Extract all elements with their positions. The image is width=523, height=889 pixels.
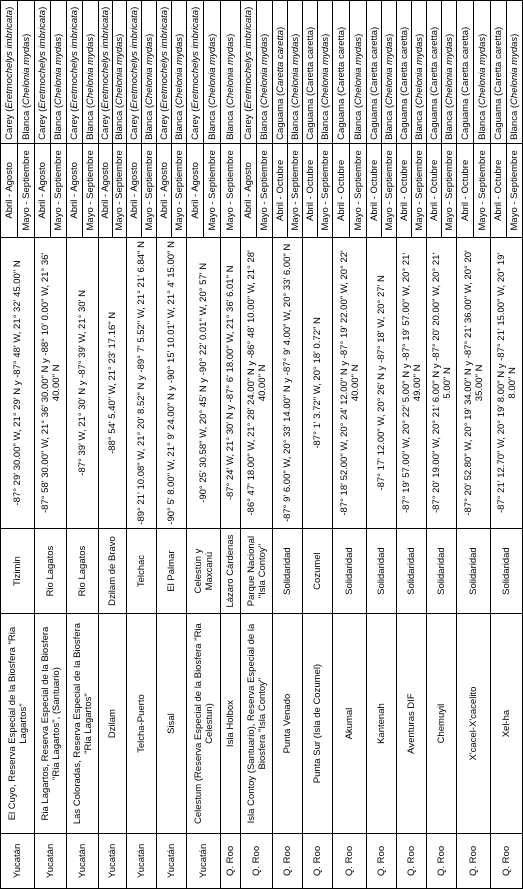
species-cell <box>67 1 83 144</box>
coordinates-cell: -86° 47' 18.00" W, 21° 28' 24.00" N y -86° 48' 10.00" W, 21° 28' 40.00" N <box>241 237 273 528</box>
table-row <box>397 1 412 889</box>
table-row <box>333 1 350 889</box>
municipality-cell: Solidaridad <box>397 528 427 613</box>
species-cell <box>142 1 157 144</box>
species-cell <box>367 1 382 144</box>
municipality-cell: Celestún y Maxcanú <box>187 528 221 613</box>
species-closing-paren: ) <box>158 6 170 10</box>
species-closing-paren: ) <box>37 6 48 10</box>
municipality-cell: Solidaridad <box>367 528 397 613</box>
species-cell <box>51 1 67 144</box>
species-closing-paren: ) <box>173 33 185 37</box>
species-closing-paren: ) <box>206 33 218 37</box>
species-closing-paren: ) <box>319 33 331 37</box>
species-scientific-name: Chelonia mydas <box>225 36 236 105</box>
species-scientific-name: Caretta caretta <box>274 29 286 93</box>
species-scientific-name: Chelonia mydas <box>259 36 270 105</box>
season-cell: Abril - Agosto <box>241 143 257 237</box>
coordinates-cell: -87° 20' 52.80" W, 20° 19' 34.00" N y -87° 21' 36.00" W, 20° 20' 35.00" N <box>457 237 491 528</box>
species-closing-paren: ) <box>443 33 455 37</box>
municipality-cell: Parque Nacional "Isla Contoy" <box>241 528 273 613</box>
species-cell <box>318 1 333 144</box>
coordinates-cell: -89° 21' 10.08" W, 21° 20' 8.52" N y -89° 7' 5.52" W, 21° 21' 6.84" N <box>127 237 157 528</box>
state-cell: Q. Roo <box>491 833 523 888</box>
table-row <box>99 1 113 889</box>
state-cell: Q. Roo <box>333 833 367 888</box>
species-scientific-name: Chelonia mydas <box>476 36 488 105</box>
municipality-cell: Rio Lagatos <box>67 528 99 613</box>
species-common-name: Caguama ( <box>274 92 286 140</box>
species-cell <box>83 1 99 144</box>
coordinates-cell: -87° 18' 52.00" W, 20° 24' 12.00" N y -87° 19' 22.00" W, 20° 22' 40.00" N <box>333 237 367 528</box>
season-cell: Mayo - Septiembre <box>257 143 273 237</box>
municipality-cell: Solidaridad <box>273 528 303 613</box>
species-common-name: Blanca ( <box>225 104 236 140</box>
municipality-cell: Solidaridad <box>457 528 491 613</box>
species-common-name: Caguama (Caretta caretta) <box>398 26 410 140</box>
coordinates-cell: -87° 39' W, 21° 30' N y -87° 39' W, 21° 30' N <box>67 237 99 528</box>
season-cell: Mayo - Septiembre <box>318 143 333 237</box>
season-cell: Mayo - Septiembre <box>382 143 397 237</box>
species-cell <box>187 1 204 144</box>
state-cell: Q. Roo <box>221 833 241 888</box>
table-row <box>221 1 241 889</box>
season-cell: Abril - Octubre <box>303 143 318 237</box>
municipality-cell: Solidaridad <box>333 528 367 613</box>
species-closing-paren: ) <box>114 33 125 37</box>
species-scientific-name: Chelonia mydas <box>173 36 185 105</box>
species-common-name: Caguama (Caretta caretta) <box>459 26 471 140</box>
species-scientific-name: Eretmochelys imbricata <box>243 9 254 109</box>
coordinates-cell: -87° 19' 57.00" W, 20° 22' 5.00" N y -87° 19' 57.00" W, 20° 21' 49.00" N <box>397 237 427 528</box>
coordinates-cell: -90° 5' 8.00" W, 21° 9' 24.00" N y -90° 15' 10.01" W, 21° 4' 15.00" N <box>157 237 187 528</box>
state-cell: Yucatán <box>67 833 99 888</box>
species-closing-paren: ) <box>53 33 64 37</box>
coordinates-cell: -87° 21' 12.70" W, 20° 19' 8.00" N y -87° 21' 15.00" W, 20° 19' 8.00" N <box>491 237 523 528</box>
coordinates-cell: -87° 29' 30.00" W, 21° 29' N y -87° 48' W, 21° 32' 45.00" N <box>1 237 35 528</box>
state-cell: Q. Roo <box>427 833 457 888</box>
state-cell: Q. Roo <box>367 833 397 888</box>
species-closing-paren: ) <box>100 6 111 10</box>
species-common-name: Carey ( <box>243 108 254 140</box>
site-cell: Kantenah <box>367 614 397 834</box>
species-common-name: Carey ( <box>189 108 201 140</box>
season-cell: Mayo - Septiembre <box>83 143 99 237</box>
table-row <box>491 1 507 889</box>
species-cell <box>427 1 442 144</box>
species-closing-paren: ) <box>85 33 96 37</box>
species-closing-paren: ) <box>476 33 488 37</box>
season-cell: Abril - Agosto <box>35 143 51 237</box>
season-cell: Mayo - Septiembre <box>142 143 157 237</box>
state-cell: Q. Roo <box>273 833 303 888</box>
species-closing-paren: ) <box>509 33 520 37</box>
coordinates-cell: -90° 25' 30.58" W, 20° 45' N y -90° 22' 0.01" W, 20° 57' N <box>187 237 221 528</box>
species-closing-paren: ) <box>3 6 15 10</box>
species-common-name: Blanca ( <box>53 104 64 140</box>
site-cell: Dzilam <box>99 614 127 834</box>
season-cell: Mayo - Septiembre <box>51 143 67 237</box>
season-cell: Abril - Octubre <box>457 143 474 237</box>
species-scientific-name: Chelonia mydas <box>53 36 64 105</box>
season-cell: Abril - Octubre <box>397 143 412 237</box>
species-cell <box>288 1 303 144</box>
species-scientific-name: Chelonia mydas <box>143 36 155 105</box>
season-cell: Abril - Agosto <box>99 143 113 237</box>
table-row <box>241 1 257 889</box>
species-cell <box>113 1 127 144</box>
season-cell: Mayo - Septiembre <box>474 143 491 237</box>
species-common-name: Blanca ( <box>443 104 455 140</box>
season-cell: Abril - Octubre <box>333 143 350 237</box>
table-row <box>303 1 318 889</box>
species-common-name: Blanca ( <box>259 104 270 140</box>
species-common-name: Blanca ( <box>173 104 185 140</box>
municipality-cell: Lázaro Cárdenas <box>221 528 241 613</box>
table-row <box>273 1 288 889</box>
site-cell: Chemuyil <box>427 614 457 834</box>
season-cell: Abril - Agosto <box>187 143 204 237</box>
table-row <box>67 1 83 889</box>
season-cell: Abril - Octubre <box>491 143 507 237</box>
species-common-name: Carey ( <box>37 108 48 140</box>
species-closing-paren: ) <box>189 6 201 10</box>
species-common-name: Carey ( <box>3 108 15 140</box>
species-scientific-name: Chelonia mydas <box>319 36 331 105</box>
table-row <box>157 1 172 889</box>
species-closing-paren: ) <box>225 33 236 37</box>
site-cell: Akumal <box>333 614 367 834</box>
season-cell: Mayo - Septiembre <box>412 143 427 237</box>
species-common-name: Carey ( <box>128 108 140 140</box>
season-cell: Mayo - Septiembre <box>221 143 241 237</box>
species-common-name: Blanca ( <box>20 104 32 140</box>
state-cell: Yucatán <box>187 833 221 888</box>
season-cell: Mayo - Septiembre <box>18 143 35 237</box>
coordinates-cell: -87° 1' 3.72" W, 20° 18' 0.72" N <box>303 237 333 528</box>
species-scientific-name: Eretmochelys imbricata <box>37 9 48 109</box>
species-common-name: Blanca ( <box>85 104 96 140</box>
species-common-name: Blanca ( <box>289 104 301 140</box>
species-scientific-name: Chelonia mydas <box>289 36 301 105</box>
species-cell <box>35 1 51 144</box>
species-cell <box>157 1 172 144</box>
species-common-name: Carey ( <box>69 108 80 140</box>
species-cell <box>221 1 241 144</box>
site-cell: Punta Venado <box>273 614 303 834</box>
state-cell: Yucatán <box>1 833 35 888</box>
season-cell: Mayo - Septiembre <box>172 143 187 237</box>
coordinates-cell: -87° 58' 30.00" W, 21° 36' 30.00" N y -88° 10' 0.00" W, 21° 36' 40.00" N <box>35 237 67 528</box>
species-scientific-name: Chelonia mydas <box>509 36 520 105</box>
species-cell <box>474 1 491 144</box>
species-closing-paren: ) <box>413 33 425 37</box>
table-row <box>457 1 474 889</box>
species-cell <box>397 1 412 144</box>
state-cell: Q. Roo <box>303 833 333 888</box>
site-cell: Aventuras DIF <box>397 614 427 834</box>
species-cell <box>303 1 318 144</box>
state-cell: Q. Roo <box>457 833 491 888</box>
species-cell <box>333 1 350 144</box>
species-closing-paren: ) <box>20 33 32 37</box>
species-closing-paren: ) <box>383 33 395 37</box>
state-cell: Yucatán <box>99 833 127 888</box>
municipality-cell: Solidaridad <box>491 528 523 613</box>
season-cell: Abril - Agosto <box>67 143 83 237</box>
species-closing-paren: ) <box>259 33 270 37</box>
state-cell: Yucatán <box>157 833 187 888</box>
table-row <box>187 1 204 889</box>
species-cell <box>350 1 367 144</box>
species-cell <box>172 1 187 144</box>
species-cell <box>241 1 257 144</box>
season-cell: Abril - Agosto <box>157 143 172 237</box>
municipality-cell: Dzilam de Bravo <box>99 528 127 613</box>
species-closing-paren: ) <box>352 33 364 37</box>
coordinates-cell: -87° 9' 6.00" W, 20° 33' 14.00" N y -87° 9' 4.00" W, 20° 33' 6.00" N <box>273 237 303 528</box>
season-cell: Mayo - Septiembre <box>442 143 457 237</box>
coordinates-cell: -87° 24' W, 21° 30' N y -87° 6' 18.00" W, 21° 36' 6.01" N <box>221 237 241 528</box>
state-cell: Yucatán <box>127 833 157 888</box>
species-scientific-name: Eretmochelys imbricata <box>189 9 201 109</box>
species-scientific-name: Chelonia mydas <box>20 36 32 105</box>
species-cell <box>491 1 507 144</box>
species-scientific-name: Chelonia mydas <box>206 36 218 105</box>
species-cell <box>99 1 113 144</box>
species-scientific-name: Eretmochelys imbricata <box>3 9 15 109</box>
species-common-name: Blanca ( <box>413 104 425 140</box>
season-cell: Abril - Agosto <box>1 143 18 237</box>
species-cell <box>457 1 474 144</box>
species-common-name: Blanca ( <box>383 104 395 140</box>
species-cell <box>1 1 18 144</box>
species-common-name: Carey ( <box>158 108 170 140</box>
season-cell: Mayo - Septiembre <box>507 143 523 237</box>
state-cell: Yucatán <box>35 833 67 888</box>
species-common-name: Caguama (Caretta caretta) <box>304 26 316 140</box>
site-cell: Las Coloradas, Reserva Especial de la Biosfera "Ria Lagartos" <box>67 614 99 834</box>
species-scientific-name: Chelonia mydas <box>85 36 96 105</box>
species-scientific-name: Eretmochelys imbricata <box>158 9 170 109</box>
species-common-name: Blanca ( <box>143 104 155 140</box>
species-cell <box>442 1 457 144</box>
site-cell: Telcha-Puerto <box>127 614 157 834</box>
species-common-name: Blanca ( <box>114 104 125 140</box>
season-cell: Abril - Octubre <box>367 143 382 237</box>
species-cell <box>18 1 35 144</box>
site-cell: Isla Contoy (Santuario), Reserva Especial de la Biosfera "Isla Contoy" <box>241 614 273 834</box>
table-row <box>427 1 442 889</box>
site-cell: El Cuyo, Reserva Especial de la Biosfera "Ria Lagartos" <box>1 614 35 834</box>
site-cell: Sisal <box>157 614 187 834</box>
species-closing-paren: ) <box>128 6 140 10</box>
season-cell: Mayo - Septiembre <box>113 143 127 237</box>
table-row <box>127 1 142 889</box>
site-cell: Xel-ha <box>491 614 523 834</box>
season-cell: Abril - Agosto <box>127 143 142 237</box>
species-common-name: Caguama (Caretta caretta) <box>493 26 504 140</box>
table-row <box>367 1 382 889</box>
season-cell: Mayo - Septiembre <box>350 143 367 237</box>
species-scientific-name: Chelonia mydas <box>443 36 455 105</box>
table-row <box>35 1 51 889</box>
species-cell <box>382 1 397 144</box>
site-cell: Ria Lagartos, Reserva Especial de la Biosfera "Ria Lagartos", (Santuario) <box>35 614 67 834</box>
species-scientific-name: Chelonia mydas <box>352 36 364 105</box>
municipality-cell: Solidaridad <box>427 528 457 613</box>
species-closing-paren: ) <box>274 26 286 30</box>
species-scientific-name: Eretmochelys imbricata <box>128 9 140 109</box>
species-scientific-name: Eretmochelys imbricata <box>100 9 111 109</box>
species-cell <box>127 1 142 144</box>
species-cell <box>273 1 288 144</box>
state-cell: Q. Roo <box>397 833 427 888</box>
species-scientific-name: Eretmochelys imbricata <box>69 9 80 109</box>
state-cell: Q. Roo <box>241 833 273 888</box>
season-cell: Mayo - Septiembre <box>204 143 221 237</box>
species-cell <box>507 1 523 144</box>
species-closing-paren: ) <box>69 6 80 10</box>
species-common-name: Blanca ( <box>352 104 364 140</box>
species-common-name: Blanca ( <box>476 104 488 140</box>
species-scientific-name: Chelonia mydas <box>114 36 125 105</box>
coordinates-cell: -88° 54' 5.40" W, 21° 23' 17.16" N <box>99 237 127 528</box>
municipality-cell: Rio Lagatos <box>35 528 67 613</box>
season-cell: Mayo - Septiembre <box>288 143 303 237</box>
table-row <box>1 1 18 889</box>
coordinates-cell: -87° 20' 19.00" W, 20° 21' 6.00" N y -87° 20' 20.00" W, 20° 21' 5.00" N <box>427 237 457 528</box>
species-common-name: Caguama (Caretta caretta) <box>368 26 380 140</box>
season-cell: Abril - Octubre <box>273 143 288 237</box>
species-closing-paren: ) <box>243 6 254 10</box>
species-common-name: Blanca ( <box>319 104 331 140</box>
municipality-cell: Telchac <box>127 528 157 613</box>
site-cell: Punta Sur (Isla de Cozumel) <box>303 614 333 834</box>
species-common-name: Caguama (Caretta caretta) <box>428 26 440 140</box>
species-scientific-name: Chelonia mydas <box>383 36 395 105</box>
site-cell: X'cacel-X'cacelito <box>457 614 491 834</box>
species-common-name: Blanca ( <box>206 104 218 140</box>
municipality-cell: Tizimin <box>1 528 35 613</box>
season-cell: Abril - Octubre <box>427 143 442 237</box>
municipality-cell: Cozumel <box>303 528 333 613</box>
species-closing-paren: ) <box>143 33 155 37</box>
site-cell: Isla Holbox <box>221 614 241 834</box>
species-cell <box>412 1 427 144</box>
species-common-name: Blanca ( <box>509 104 520 140</box>
site-cell: Celestum (Reserva Especial de la Biosfera "Ria Celestun) <box>187 614 221 834</box>
species-closing-paren: ) <box>289 33 301 37</box>
species-cell <box>204 1 221 144</box>
table-body <box>1 1 523 889</box>
species-common-name: Caguama (Caretta caretta) <box>335 26 347 140</box>
species-common-name: Carey ( <box>100 108 111 140</box>
municipality-cell: El Palmar <box>157 528 187 613</box>
species-scientific-name: Chelonia mydas <box>413 36 425 105</box>
species-cell <box>257 1 273 144</box>
coordinates-cell: -87° 17' 12.00" W, 20° 26' N y -87° 18' W, 20° 27' N <box>367 237 397 528</box>
